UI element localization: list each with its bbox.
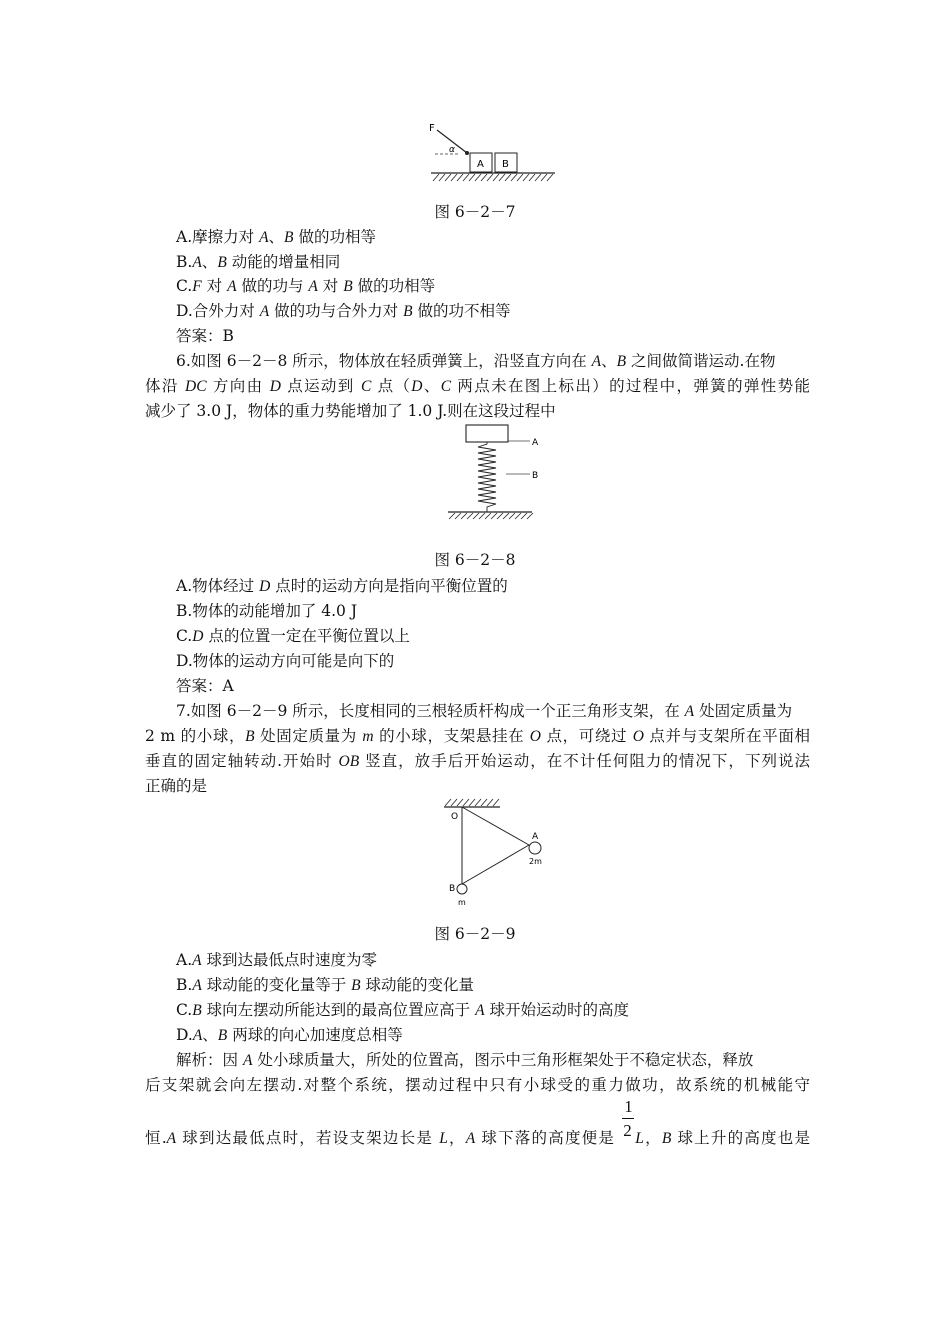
block-a-label: A bbox=[477, 159, 484, 170]
q7-option-b: B.A 球动能的变化量等于 B 球动能的变化量 bbox=[176, 976, 475, 994]
q5-option-b: B.A、B 动能的增量相同 bbox=[176, 253, 341, 271]
italic-symbol: B bbox=[343, 278, 353, 295]
italic-symbol: A bbox=[475, 1002, 485, 1019]
block bbox=[466, 425, 508, 442]
figure-6-2-9 bbox=[440, 795, 555, 910]
italic-symbol: DC bbox=[185, 378, 207, 395]
italic-symbol: A bbox=[308, 278, 318, 295]
italic-symbol: C bbox=[440, 378, 452, 395]
q5-answer: 答案：B bbox=[176, 327, 234, 345]
italic-symbol: B bbox=[403, 303, 413, 320]
ball-b-mass: m bbox=[458, 898, 466, 907]
italic-symbol: L bbox=[439, 1130, 448, 1147]
fraction-numerator: 1 bbox=[624, 1097, 633, 1116]
q5-option-d: D.合外力对 A 做的功与合外力对 B 做的功不相等 bbox=[176, 302, 511, 320]
angle-label: α bbox=[449, 145, 455, 155]
q7-stem-line: 正确的是 bbox=[145, 777, 208, 795]
ball-a-mass: 2m bbox=[529, 857, 542, 866]
q6-option-b: B.物体的动能增加了 4.0 J bbox=[176, 602, 358, 620]
italic-symbol: B bbox=[661, 1130, 672, 1147]
italic-symbol: A bbox=[227, 278, 237, 295]
level-a-label: A bbox=[532, 438, 539, 448]
italic-symbol: B bbox=[245, 728, 255, 745]
italic-symbol: A bbox=[465, 1130, 476, 1147]
italic-symbol: B bbox=[192, 1002, 202, 1019]
italic-symbol: D bbox=[192, 628, 204, 645]
q6-stem-line: 体沿 DC 方向由 D 点运动到 C 点（D、C 两点未在图上标出）的过程中，弹簧的弹性势能 bbox=[145, 377, 811, 395]
italic-symbol: D bbox=[259, 578, 271, 595]
italic-symbol: B bbox=[217, 1027, 228, 1044]
italic-symbol: A bbox=[242, 1052, 253, 1069]
italic-symbol: A bbox=[684, 703, 695, 720]
analysis-line: 恒.A 球到达最低点时，若设支架边长是 L，A 球下落的高度便是 $\frac{1}{2}$ L，B 球上升的高度也是 bbox=[145, 1126, 810, 1151]
q6-option-c: C.D 点的位置一定在平衡位置以上 bbox=[176, 627, 410, 645]
italic-symbol: L bbox=[635, 1130, 644, 1147]
analysis-line: 解析：因 A 处小球质量大，所处的位置高，图示中三角形框架处于不稳定状态，释放 bbox=[176, 1051, 754, 1069]
italic-symbol: D bbox=[269, 378, 281, 395]
ball-a bbox=[529, 842, 541, 854]
italic-symbol: A bbox=[259, 229, 269, 246]
force-label: F bbox=[429, 123, 435, 134]
italic-symbol: A bbox=[192, 952, 202, 969]
italic-symbol: A bbox=[192, 977, 202, 994]
q6-stem-line: 减少了 3.0 J，物体的重力势能增加了 1.0 J.则在这段过程中 bbox=[145, 402, 556, 420]
rod-ab bbox=[462, 845, 529, 884]
spring bbox=[478, 442, 496, 512]
italic-symbol: O bbox=[529, 728, 541, 745]
italic-symbol: B bbox=[217, 254, 227, 271]
italic-symbol: OB bbox=[338, 753, 360, 770]
figure-caption: 图 6－2－9 bbox=[434, 925, 516, 943]
figure-6-2-8 bbox=[440, 420, 550, 525]
q7-option-c: C.B 球向左摆动所能达到的最高位置应高于 A 球开始运动时的高度 bbox=[176, 1001, 629, 1019]
block-b-label: B bbox=[502, 159, 509, 170]
q7-option-a: A.A 球到达最低点时速度为零 bbox=[176, 951, 378, 969]
q7-stem-line: 垂直的固定轴转动.开始时 OB 竖直，放手后开始运动，在不计任何阻力的情况下，下列说法 bbox=[145, 752, 810, 770]
q7-stem-line: 2 m 的小球，B 处固定质量为 m 的小球，支架悬挂在 O 点，可绕过 O 点并与支架所在平面相 bbox=[145, 727, 811, 745]
ground-hatch bbox=[433, 174, 553, 181]
figure-caption: 图 6－2－8 bbox=[434, 551, 516, 569]
analysis-line: 后支架就会向左摆动.对整个系统，摆动过程中只有小球受的重力做功，故系统的机械能守 bbox=[145, 1076, 810, 1094]
italic-symbol: B bbox=[284, 229, 294, 246]
ball-a-label: A bbox=[532, 832, 539, 842]
italic-symbol: B bbox=[351, 977, 361, 994]
fraction bbox=[621, 1097, 635, 1151]
q6-option-a: A.物体经过 D 点时的运动方向是指向平衡位置的 bbox=[176, 577, 508, 595]
italic-symbol: C bbox=[360, 378, 372, 395]
q7-option-d: D.A、B 两球的向心加速度总相等 bbox=[176, 1026, 403, 1044]
italic-symbol: A bbox=[192, 254, 202, 271]
level-b-label: B bbox=[532, 471, 539, 481]
italic-symbol: m bbox=[362, 728, 374, 745]
q6-option-d: D.物体的运动方向可能是向下的 bbox=[176, 652, 395, 670]
pivot-o-label: O bbox=[451, 812, 459, 822]
italic-symbol: A bbox=[259, 303, 270, 320]
italic-symbol: O bbox=[632, 728, 644, 745]
italic-symbol: F bbox=[192, 278, 202, 295]
fraction-denominator: 2 bbox=[623, 1121, 632, 1140]
italic-symbol: A bbox=[192, 1027, 203, 1044]
ball-b bbox=[457, 884, 467, 894]
figure-6-2-7 bbox=[425, 118, 560, 186]
italic-symbol: D bbox=[411, 378, 423, 395]
rod-oa bbox=[462, 807, 529, 845]
ground-hatch bbox=[449, 513, 533, 519]
q7-stem-line: 7.如图 6－2－9 所示，长度相同的三根轻质杆构成一个正三角形支架，在 A 处固定质量为 bbox=[176, 702, 793, 720]
q6-answer: 答案：A bbox=[176, 677, 234, 695]
italic-symbol: B bbox=[616, 353, 627, 370]
q5-option-a: A.摩擦力对 A、B 做的功相等 bbox=[176, 228, 376, 246]
figure-caption: 图 6－2－7 bbox=[434, 203, 516, 221]
ceiling-hatch bbox=[445, 799, 499, 806]
ball-b-label: B bbox=[449, 884, 456, 894]
q6-stem-line: 6.如图 6－2－8 所示，物体放在轻质弹簧上，沿竖直方向在 A、B 之间做简谐运动.在物 bbox=[176, 352, 776, 370]
italic-symbol: A bbox=[166, 1130, 177, 1147]
q5-option-c: C.F 对 A 做的功与 A 对 B 做的功相等 bbox=[176, 277, 436, 295]
italic-symbol: A bbox=[591, 353, 602, 370]
